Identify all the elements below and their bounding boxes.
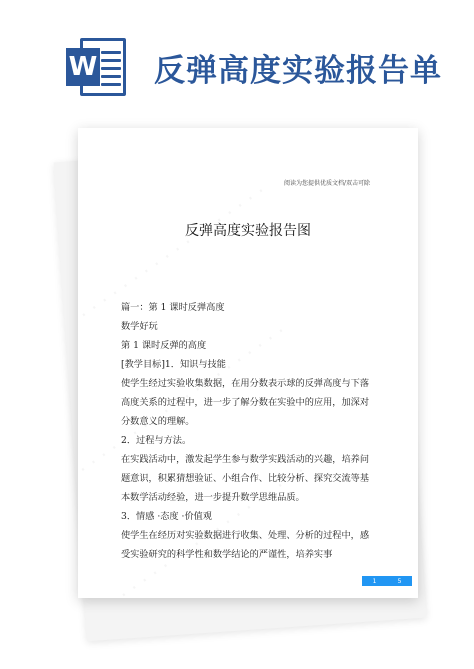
paragraph: 使学生在经历对实验数据进行收集、处理、分析的过程中，感受实验研究的科学性和数学结论的严谨性，培养实事	[121, 530, 370, 560]
page-total: 5	[397, 577, 402, 585]
document-title: 反弹高度实验报告图	[185, 223, 311, 239]
word-badge-letter: W	[66, 48, 100, 86]
word-document-icon	[66, 36, 128, 98]
paragraph: 数学好玩	[121, 321, 158, 332]
document-body	[121, 298, 373, 564]
download-hint: 阅读为您提供优质文档/双击可除	[283, 180, 370, 187]
paragraph: 在实践活动中，激发起学生参与数学实践活动的兴趣，培养问题意识，积累猜想验证、小组合作、比较分析、探究交流等基本数学活动经验，进一步提升数学思维品质。	[121, 454, 370, 503]
paragraph: [教学目标]1．知识与技能	[121, 359, 226, 370]
header-banner	[0, 0, 474, 120]
document-page	[78, 128, 418, 598]
paragraph: 3．情感 ·态度 ·价值观	[121, 511, 213, 522]
header-title: 反弹高度实验报告单	[154, 53, 442, 89]
page-indicator[interactable]	[362, 576, 412, 586]
paragraph: 篇一：第 1 课时反弹高度	[121, 302, 225, 313]
paragraph: 第 1 课时反弹的高度	[121, 340, 207, 351]
paragraph: 使学生经过实验收集数据，在用分数表示球的反弹高度与下落高度关系的过程中，进一步了解分数在实验中的应用，加深对分数意义的理解。	[121, 378, 370, 427]
paragraph: 2．过程与方法。	[121, 435, 192, 446]
page-current: 1	[372, 577, 377, 585]
